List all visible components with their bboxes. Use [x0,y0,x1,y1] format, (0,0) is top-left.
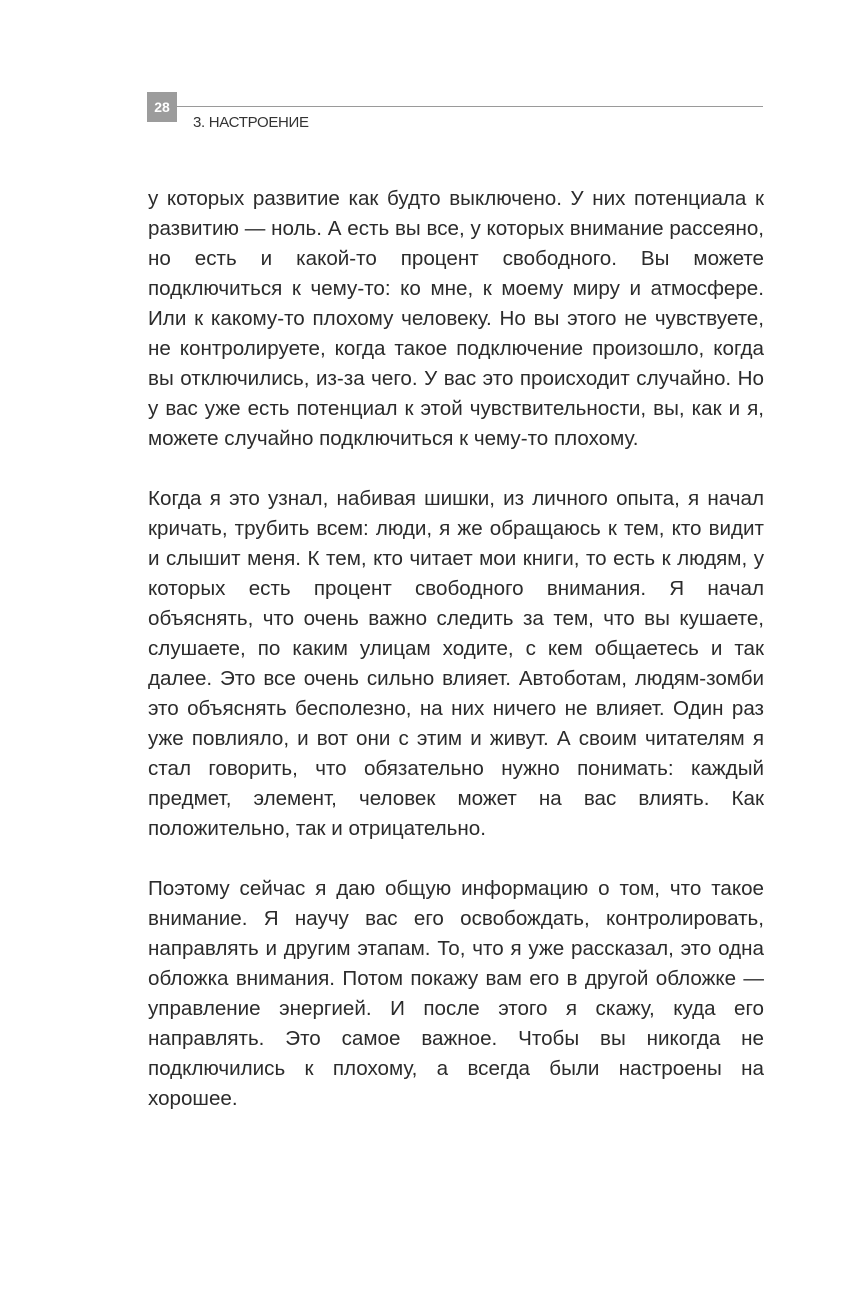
header-rule [177,106,763,107]
page-number: 28 [147,92,177,122]
paragraph-1: у которых развитие как будто выключено. У них потенциала к развитию — ноль. А есть вы все, у которых внимание рассеяно, но есть и какой-то процент свободного. Вы можете подключиться к чему-то: ко мне, к моему миру и атмосфере. Или к какому-то плохому человеку. Но вы этого не чувствуете, не контролируете, когда такое подключение произошло, когда вы отключились, из-за чего. У вас это происходит случайно. Но у вас уже есть потенциал к этой чувствительности, вы, как и я, можете случайно подключиться к чему-то плохому. [148,187,764,450]
paragraph-2: Когда я это узнал, набивая шишки, из личного опыта, я начал кричать, трубить всем: люди, я же обращаюсь к тем, кто видит и слышит меня. К тем, кто читает мои книги, то есть к людям, у которых есть процент свободного внимания. Я начал объяснять, что очень важно следить за тем, что вы кушаете, слушаете, по каким улицам ходите, с кем общаетесь и так далее. Это все очень сильно влияет. Автоботам, людям-зомби это объяснять бесполезно, на них ничего не влияет. Один раз уже повлияло, и вот они с этим и живут. А своим читателям я стал говорить, что обязательно нужно понимать: каждый предмет, элемент, человек может на вас влиять. Как положительно, так и отрицательно. [148,487,764,840]
chapter-title: 3. НАСТРОЕНИЕ [193,114,309,131]
body-text [148,184,764,1114]
paragraph-3: Поэтому сейчас я даю общую информацию о том, что такое внимание. Я научу вас его освобождать, контролировать, направлять и другим этапам. То, что я уже рассказал, это одна обложка внимания. Потом покажу вам его в другой обложке — управление энергией. И после этого я скажу, куда его направлять. Это самое важное. Чтобы вы никогда не подключились к плохому, а всегда были настроены на хорошее. [148,877,764,1110]
